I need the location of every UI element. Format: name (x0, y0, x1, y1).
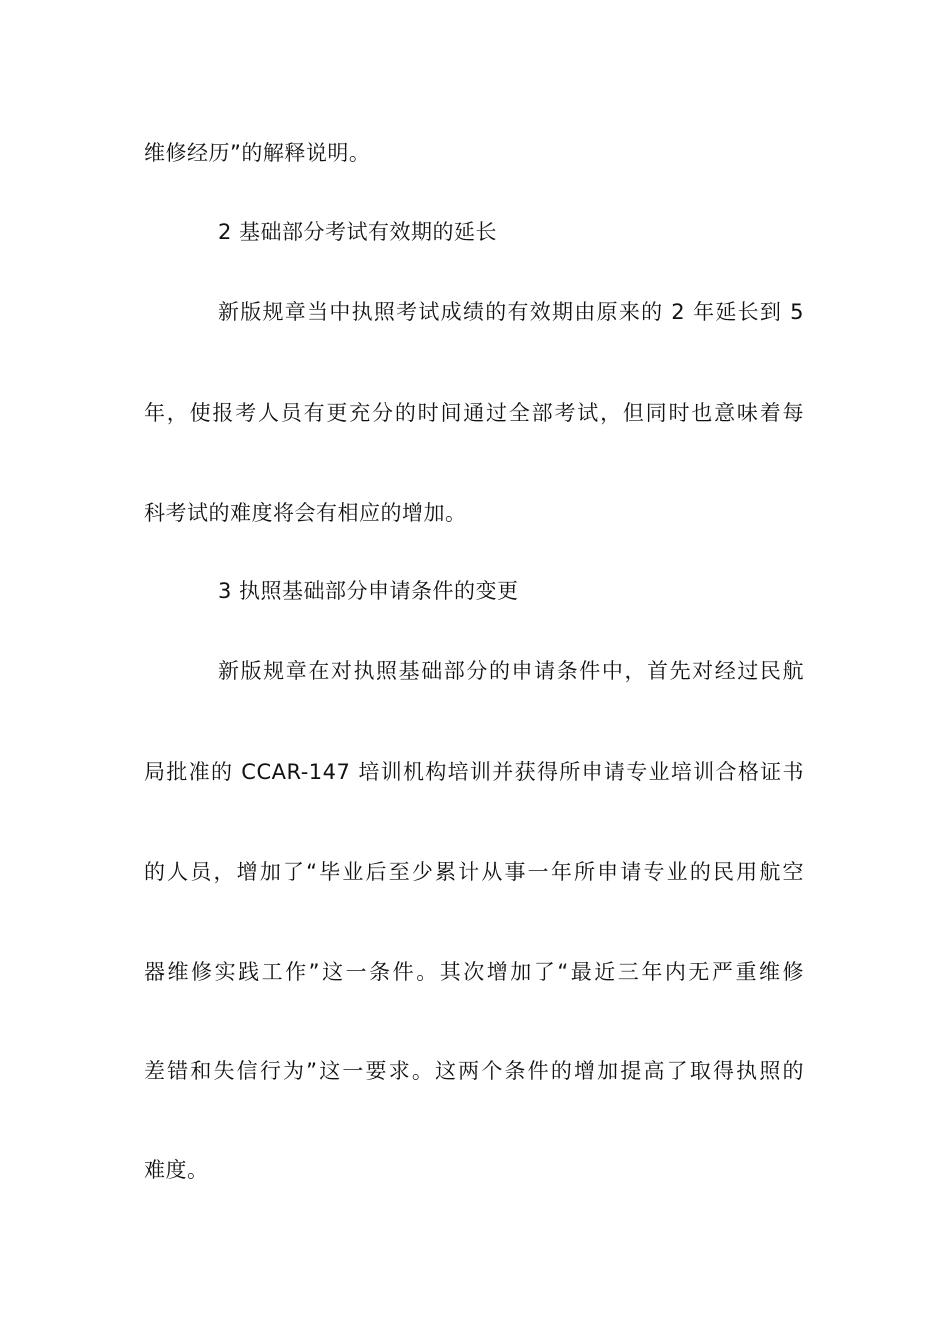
paragraph-line: 器维修实践工作”这一条件。其次增加了“最近三年内无严重维修 (144, 960, 804, 984)
paragraph-line: 新版规章当中执照考试成绩的有效期由原来的 2 年延长到 5 (218, 300, 804, 324)
section-heading: 3 执照基础部分申请条件的变更 (218, 579, 519, 603)
paragraph-line: 局批准的 CCAR-147 培训机构培训并获得所申请专业培训合格证书 (144, 760, 804, 784)
paragraph-line: 差错和失信行为”这一要求。这两个条件的增加提高了取得执照的 (144, 1059, 804, 1083)
paragraph-line: 新版规章在对执照基础部分的申请条件中，首先对经过民航 (218, 659, 804, 683)
paragraph-line: 难度。 (144, 1158, 209, 1182)
paragraph-line: 年，使报考人员有更充分的时间通过全部考试，但同时也意味着每 (144, 401, 804, 425)
paragraph-line: 的人员，增加了“毕业后至少累计从事一年所申请专业的民用航空 (144, 860, 804, 884)
section-heading: 2 基础部分考试有效期的延长 (218, 220, 498, 244)
paragraph-line: 科考试的难度将会有相应的增加。 (144, 501, 467, 525)
paragraph-line: 维修经历”的解释说明。 (144, 141, 371, 165)
